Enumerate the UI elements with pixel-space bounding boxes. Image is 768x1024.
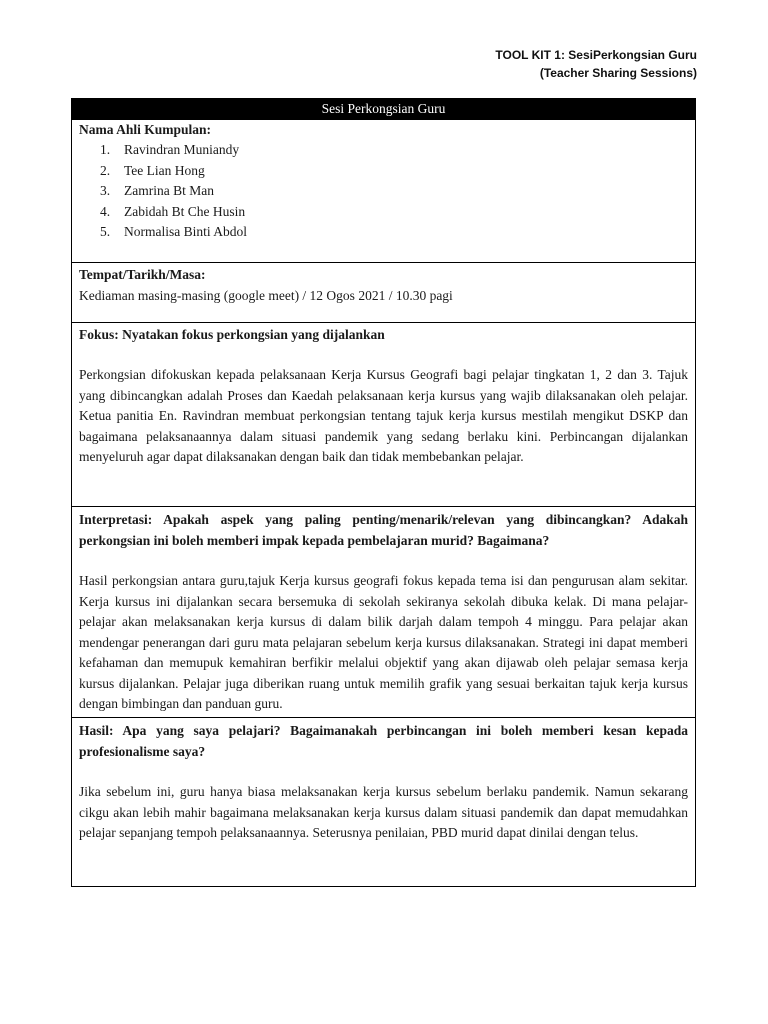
- list-item: [79, 222, 688, 243]
- sharing-session-form: [71, 98, 696, 887]
- list-item: [79, 181, 688, 202]
- interpretation-section: [72, 506, 695, 717]
- interpretation-label: Interpretasi: Apakah aspek yang paling penting/menarik/relevan yang dibincangkan? Adakah perkongsian ini boleh memberi impak kepada pembelajaran murid? Bagaimana?: [79, 512, 688, 548]
- result-label: Hasil: Apa yang saya pelajari? Bagaimanakah perbincangan ini boleh memberi kesan kepada profesionalisme saya?: [79, 723, 688, 759]
- list-item: [79, 161, 688, 182]
- document-header: [495, 46, 697, 82]
- member-name: Ravindran Muniandy: [124, 142, 240, 157]
- focus-label: Fokus: Nyatakan fokus perkongsian yang dijalankan: [79, 327, 385, 342]
- list-number: 2.: [100, 162, 111, 178]
- place-date-time-section: [72, 262, 695, 322]
- list-number: 1.: [100, 142, 111, 157]
- form-title: Sesi Perkongsian Guru: [72, 99, 695, 119]
- focus-section: [72, 322, 695, 506]
- member-name: Zabidah Bt Che Husin: [124, 203, 246, 219]
- list-number: 3.: [100, 183, 111, 198]
- member-name: Normalisa Binti Abdol: [124, 224, 247, 239]
- list-number: 5.: [100, 224, 111, 239]
- result-text: Jika sebelum ini, guru hanya biasa melaksanakan kerja kursus sebelum berlaku pandemik. Namun sekarang cikgu akan lebih mahir bagaimana melaksanakan kerja kursus dalam situasi pandemik dan dapat memudahkan pelajar sepanjang tempoh pelaksanaannya. Seterusnya penilaian, PBD murid dapat dinilai dengan telus.: [79, 784, 688, 840]
- header-toolkit-subtitle: (Teacher Sharing Sessions): [539, 66, 697, 80]
- member-name: Tee Lian Hong: [124, 162, 205, 178]
- list-number: 4.: [100, 203, 111, 219]
- focus-text: Perkongsian difokuskan kepada pelaksanaan Kerja Kursus Geografi bagi pelajar tingkatan 1, 2 dan 3. Tajuk yang dibincangkan adalah Proses dan Kaedah pelaksanaan kerja kursus yang wajib dilaksanakan oleh pelajar. Ketua panitia En. Ravindran membuat perkongsian tentang tajuk kerja kursus mestilah mengikut DSKP dan bagaimana pelaksanaannya dalam situasi pandemik yang sedang berlaku kini. Perbincangan dijalankan menyeluruh agar dapat dilaksanakan dengan baik dan tidak membebankan pelajar.: [79, 367, 688, 464]
- interpretation-text: Hasil perkongsian antara guru,tajuk Kerja kursus geografi fokus kepada tema isi dan pengurusan alam sekitar. Kerja kursus ini dijalankan secara bersemuka di sekolah sekiranya sekolah dibuka kelak. Di mana pelajar-pelajar akan melaksanakan kerja kursus di dalam bilik darjah dalam tempoh 4 minggu. Para pelajar akan mendengar penerangan dari guru mata pelajaran sebelum kerja kursus dilaksanakan. Strategi ini dapat memberi kefahaman dan memupuk kemahiran berfikir melalui objektif yang akan dijawab oleh pelajar semasa kerja kursus dijalankan. Pelajar juga diberikan ruang untuk memilih grafik yang sesuai berkaitan tajuk kerja kursus dengan bimbingan dan panduan guru.: [79, 573, 688, 711]
- list-item: [79, 202, 688, 223]
- members-label: Nama Ahli Kumpulan:: [79, 122, 212, 137]
- result-section: [72, 717, 695, 886]
- members-section: [72, 119, 695, 262]
- place-date-time-value: Kediaman masing-masing (google meet) / 12 Ogos 2021 / 10.30 pagi: [79, 288, 453, 303]
- header-toolkit-title: TOOL KIT 1: SesiPerkongsian Guru: [495, 48, 697, 62]
- place-date-time-label: Tempat/Tarikh/Masa:: [79, 267, 206, 282]
- members-list: [79, 140, 688, 243]
- member-name: Zamrina Bt Man: [124, 183, 214, 198]
- list-item: [79, 140, 688, 161]
